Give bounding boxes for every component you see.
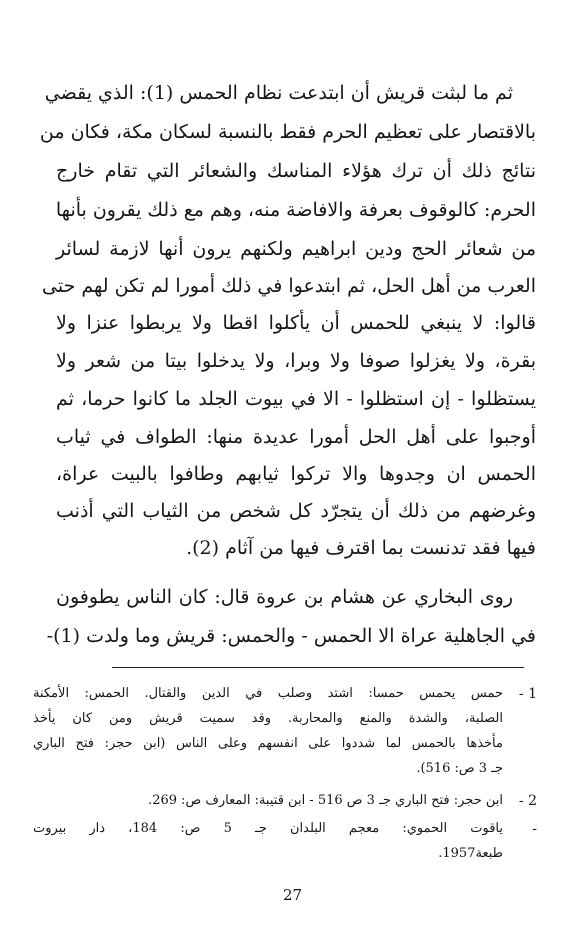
footnote-marker: - bbox=[532, 821, 537, 837]
text-line: بقرة، ولا يغزلوا صوفا ولا وبرا، ولا يدخلوا بيتا من شعر ولا bbox=[56, 350, 536, 372]
text-line: روى البخاري عن هشام بن عروة قال: كان الناس يطوفون bbox=[56, 586, 513, 608]
text-line: ثم ما لبثت قريش أن ابتدعت نظام الحمس (1): الذي يقضي bbox=[44, 82, 513, 104]
footnote-line: جـ 3 ص: 516). bbox=[416, 761, 503, 776]
text-line: وغرضهم من ذلك أن يتجرّد كل شخص من الثياب التي أذنب bbox=[56, 500, 536, 522]
text-line: فيها فقد تدنست بما اقترف فيها من آثام (2). bbox=[186, 537, 536, 559]
text-line: قالوا: لا ينبغي للحمس أن يأكلوا اقطا ولا يربطوا عنزا ولا bbox=[56, 312, 536, 334]
footnote-separator bbox=[112, 667, 524, 668]
footnote-line: مأخذها بالحمس لما شددوا على انفسهم وعلى الناس (ابن حجر: فتح الباري bbox=[33, 736, 503, 751]
text-line: في الجاهلية عراة الا الحمس - والحمس: قريش وما ولدت (1)- bbox=[46, 625, 536, 647]
text-line: يستظلوا - إن استظلوا - الا في بيوت الجلد ما كانوا حرما، ثم bbox=[56, 388, 536, 410]
footnote-line: طبعة1957. bbox=[438, 846, 503, 861]
text-line: من شعائر الحج ودين ابراهيم ولكنهم يرون أنها لازمة لسائر bbox=[56, 238, 536, 260]
text-line: بالاقتصار على تعظيم الحرم فقط بالنسبة لسكان مكة، فكان من bbox=[39, 121, 536, 143]
footnote-line: حمس يحمس حمسا: اشتد وصلب في الدين والقتال. الحمس: الأمكنة bbox=[33, 686, 503, 701]
text-line: نتائج ذلك أن ترك هؤلاء المناسك والشعائر التي تقام خارج bbox=[56, 160, 536, 182]
footnote-marker: 1 - bbox=[518, 686, 537, 702]
text-line: الحمس ان وجدوها والا تركوا ثيابهم وطافوا بالبيت عراة، bbox=[56, 463, 536, 485]
footnote-line: ابن حجر: فتح الباري جـ 3 ص 516 - ابن قتيبة: المعارف ص: 269. bbox=[148, 793, 503, 808]
page-number: 27 bbox=[282, 886, 303, 904]
text-line: أوجبوا على أهل الحل أمورا عديدة منها: الطواف في ثياب bbox=[56, 426, 536, 448]
footnote-line: ياقوت الحموي: معجم البلدان جـ 5 ص: 184، دار بيروت bbox=[33, 821, 503, 836]
text-line: العرب من أهل الحل، ثم ابتدعوا في ذلك أمورا لم تكن لهم حتى bbox=[42, 275, 536, 297]
footnote-line: الصلبة، والشدة والمنع والمحاربة. وقد سميت قريش ومن كان يأخذ bbox=[33, 711, 503, 726]
text-line: الحرم: كالوقوف بعرفة والافاضة منه، وهم مع ذلك يقرون بأنها bbox=[55, 199, 536, 221]
footnote-marker: 2 - bbox=[518, 793, 537, 809]
